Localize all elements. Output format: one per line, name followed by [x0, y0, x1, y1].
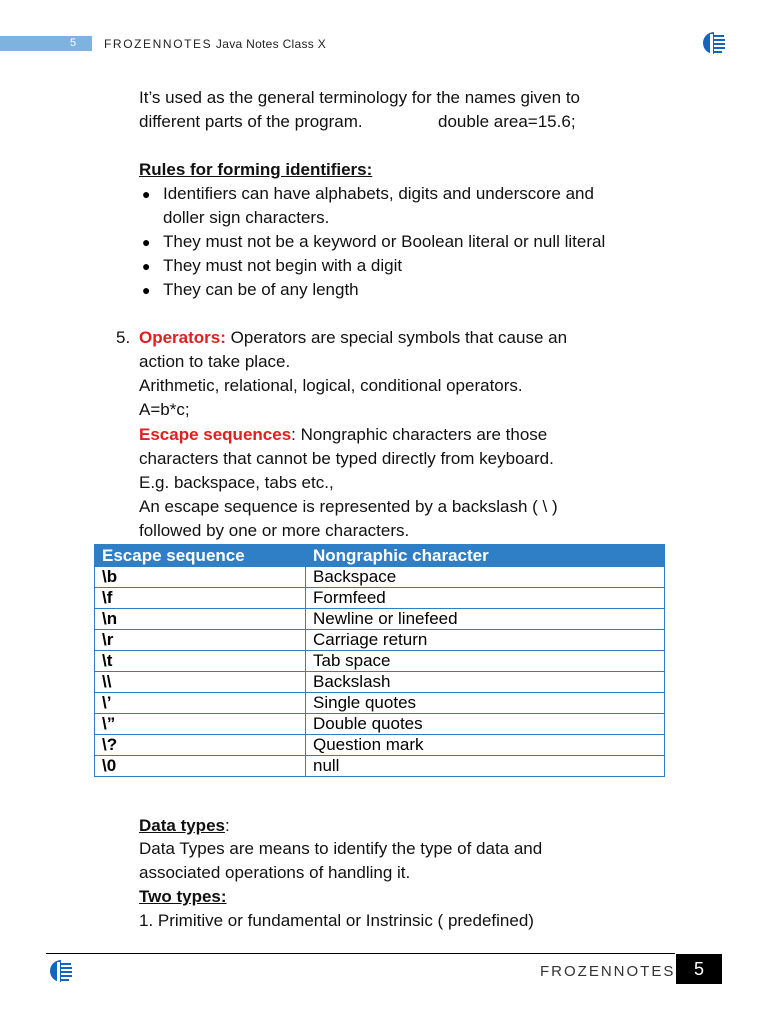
nongraphic-cell: Backspace [306, 567, 665, 588]
header-accent-bar [0, 36, 92, 51]
operators-number: 5. [116, 328, 131, 347]
escape-line-4: An escape sequence is represented by a backslash ( \ ) [139, 497, 558, 516]
footer-divider [46, 953, 675, 954]
bullet-dot: ● [142, 282, 151, 298]
bullet-dot: ● [142, 234, 151, 250]
bullet-dot: ● [142, 186, 151, 202]
header-subtitle: Java Notes Class X [212, 37, 327, 51]
escape-code-cell: \? [95, 735, 306, 756]
table-row [95, 588, 665, 609]
escape-code-cell: \0 [95, 756, 306, 777]
two-types-heading: Two types: [139, 887, 227, 906]
escape-line-2: characters that cannot be typed directly from keyboard. [139, 449, 554, 468]
rule-item: They can be of any length [163, 280, 359, 299]
data-types-heading-line [139, 814, 230, 838]
frozennotes-logo-icon [49, 959, 73, 983]
table-row [95, 714, 665, 735]
data-types-heading: Data types [139, 816, 225, 835]
escape-code-cell: \b [95, 567, 306, 588]
operators-line-3: Arithmetic, relational, logical, conditional operators. [139, 376, 523, 395]
bullet-dot: ● [142, 258, 151, 274]
data-types-line-1: Data Types are means to identify the type of data and [139, 839, 543, 858]
table-row [95, 567, 665, 588]
footer-brand: FROZENNOTES [540, 963, 676, 980]
rule-item-continued: doller sign characters. [163, 208, 330, 227]
escape-code-cell: \\ [95, 672, 306, 693]
intro-example: double area=15.6; [438, 112, 576, 131]
table-row [95, 672, 665, 693]
data-types-item-1: 1. Primitive or fundamental or Instrinsic ( predefined) [139, 911, 534, 930]
escape-line-5: followed by one or more characters. [139, 521, 410, 540]
escape-line-3: E.g. backspace, tabs etc., [139, 473, 334, 492]
table-header-row [95, 545, 665, 567]
table-row [95, 630, 665, 651]
rule-item: They must not be a keyword or Boolean literal or null literal [163, 232, 606, 251]
nongraphic-cell: Formfeed [306, 588, 665, 609]
table-header-escape-sequence: Escape sequence [95, 545, 306, 567]
data-types-line-2: associated operations of handling it. [139, 863, 411, 882]
nongraphic-cell: Carriage return [306, 630, 665, 651]
escape-code-cell: \t [95, 651, 306, 672]
escape-line-1 [139, 423, 547, 447]
escape-code-cell: \r [95, 630, 306, 651]
operators-title: Operators: [139, 328, 226, 347]
escape-code-cell: \f [95, 588, 306, 609]
frozennotes-logo-icon [702, 31, 726, 55]
intro-line-2: different parts of the program. [139, 112, 363, 131]
identifier-rules-heading: Rules for forming identifiers: [139, 160, 373, 179]
nongraphic-cell: Single quotes [306, 693, 665, 714]
table-row [95, 693, 665, 714]
escape-description: : Nongraphic characters are those [291, 425, 548, 444]
table-row [95, 609, 665, 630]
nongraphic-cell: Tab space [306, 651, 665, 672]
table-header-nongraphic-character: Nongraphic character [306, 545, 665, 567]
nongraphic-cell: Question mark [306, 735, 665, 756]
data-types-colon: : [224, 816, 230, 835]
header-brand: FROZENNOTES [104, 37, 213, 51]
nongraphic-cell: null [306, 756, 665, 777]
header-page-number: 5 [70, 37, 77, 49]
rule-item: Identifiers can have alphabets, digits and underscore and [163, 184, 594, 203]
escape-code-cell: \’ [95, 693, 306, 714]
operators-line-1 [139, 326, 567, 350]
escape-code-cell: \n [95, 609, 306, 630]
escape-title: Escape sequences [139, 425, 292, 444]
table-row [95, 735, 665, 756]
rule-item: They must not begin with a digit [163, 256, 403, 275]
intro-line-1: It’s used as the general terminology for the names given to [139, 88, 580, 107]
nongraphic-cell: Double quotes [306, 714, 665, 735]
operators-example: A=b*c; [139, 400, 190, 419]
operators-line-2: action to take place. [139, 352, 291, 371]
escape-code-cell: \” [95, 714, 306, 735]
header-title [104, 37, 326, 52]
table-row [95, 756, 665, 777]
nongraphic-cell: Backslash [306, 672, 665, 693]
escape-sequence-table [94, 544, 665, 777]
table-row [95, 651, 665, 672]
footer-page-number: 5 [676, 954, 722, 984]
nongraphic-cell: Newline or linefeed [306, 609, 665, 630]
operators-description: Operators are special symbols that cause an [225, 328, 568, 347]
